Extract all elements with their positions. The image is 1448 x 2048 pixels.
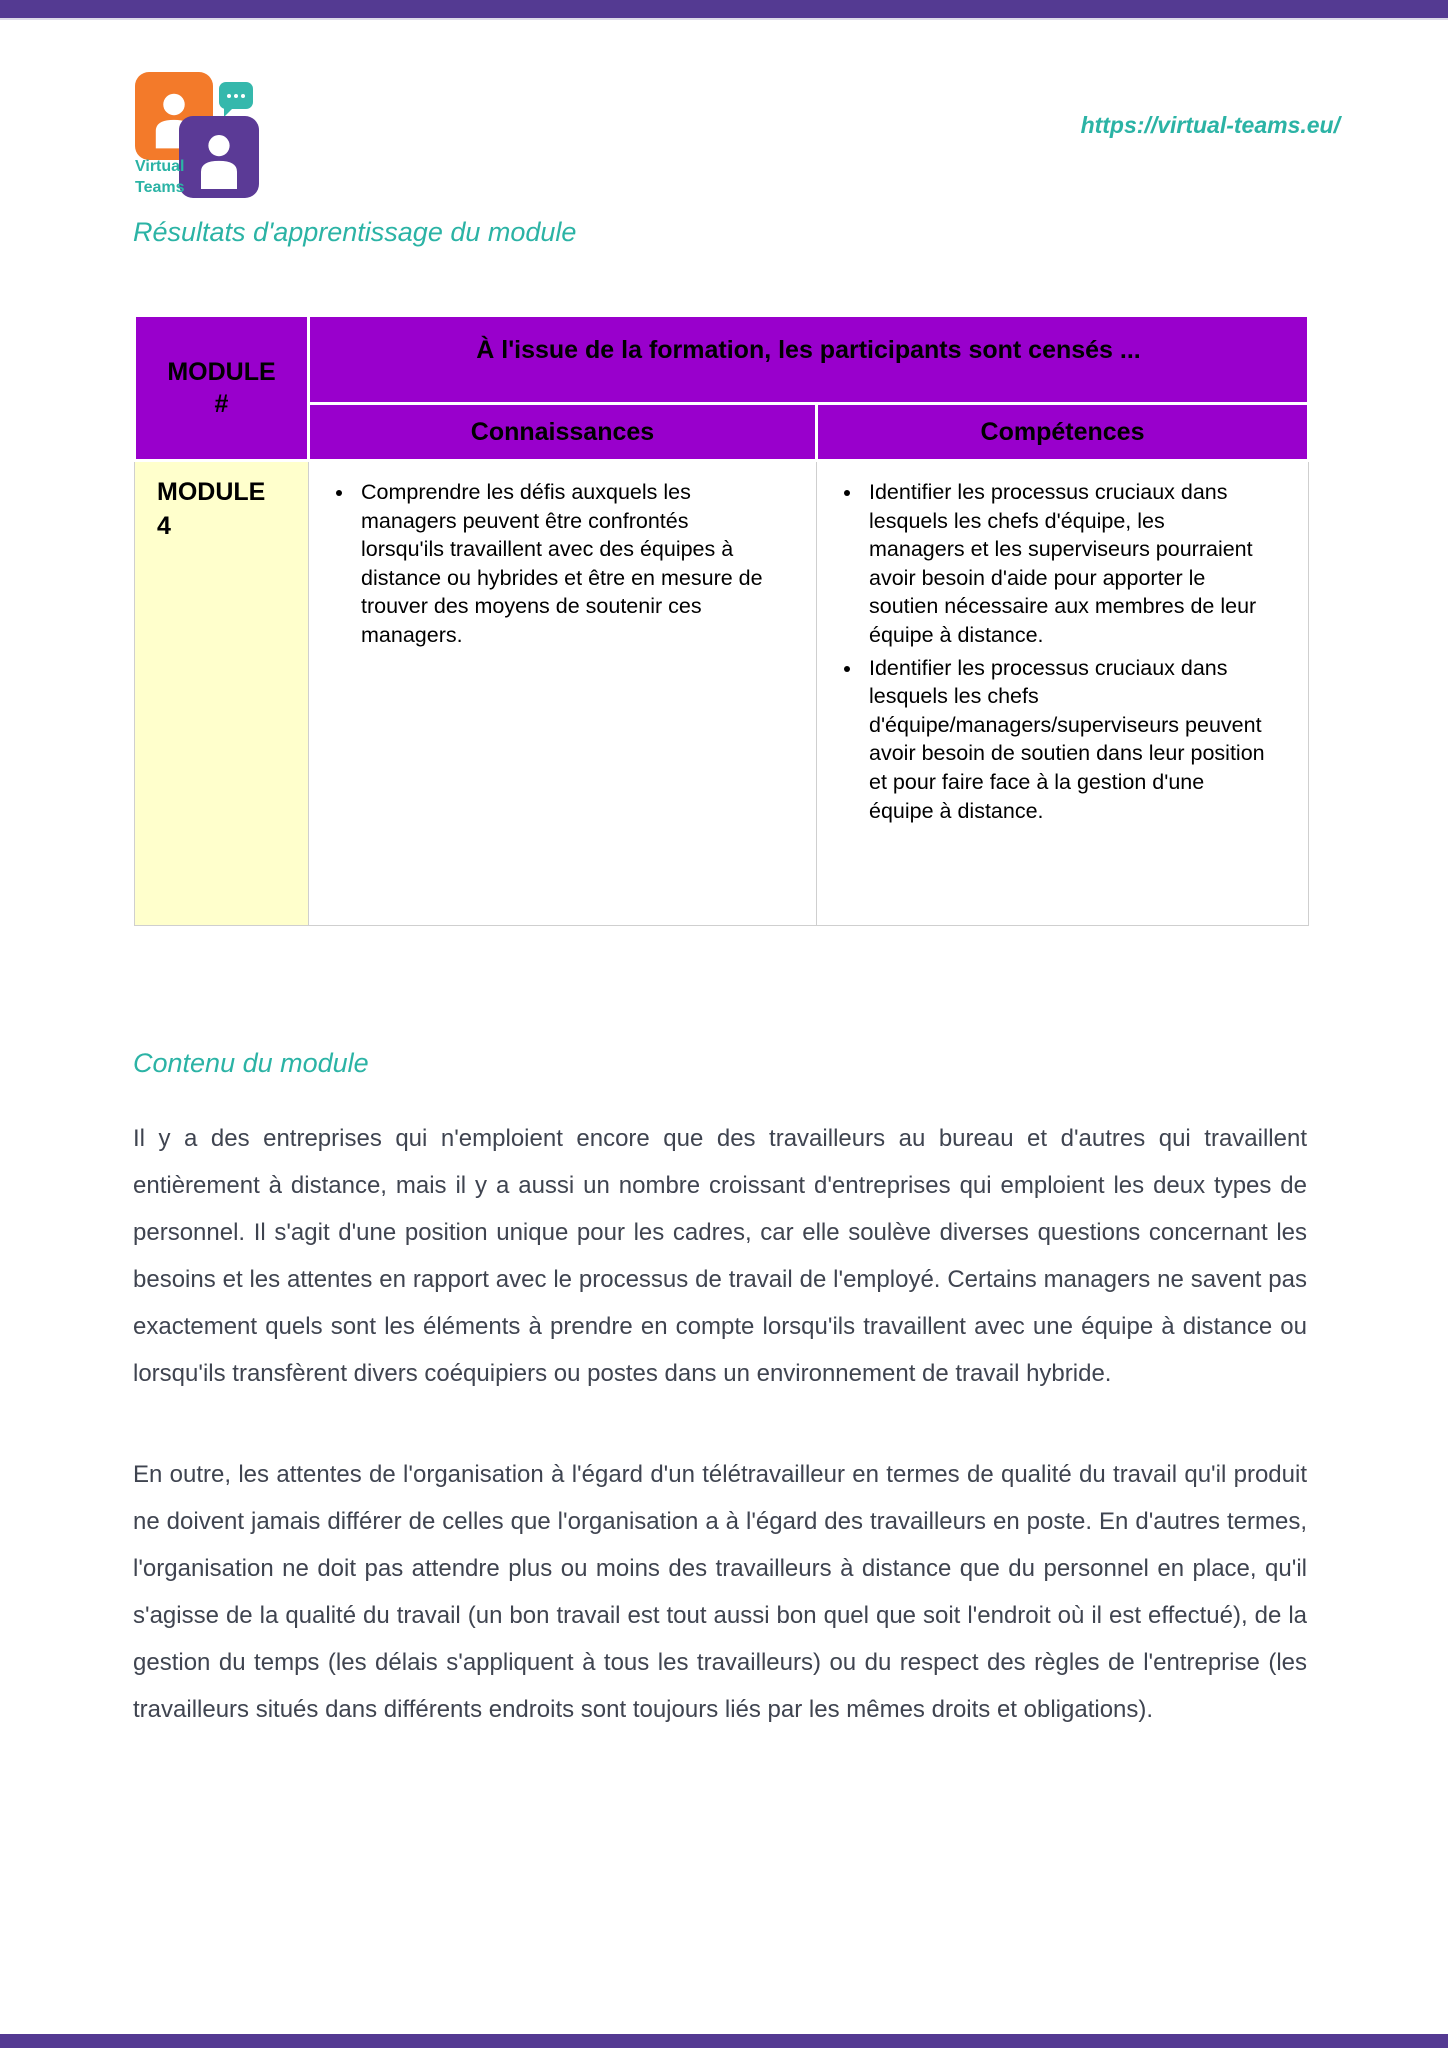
knowledge-bullet-list <box>327 478 774 650</box>
module-label-text: MODULE 4 <box>157 478 266 540</box>
virtual-teams-logo <box>133 68 273 203</box>
logo-word-teams: Teams <box>135 179 185 196</box>
module-number-header <box>135 316 309 461</box>
page-content <box>0 68 1448 1733</box>
skills-cell <box>817 461 1309 926</box>
module-content-title: Contenu du module <box>133 1048 369 1078</box>
module-number-header-text: MODULE # <box>167 357 276 418</box>
knowledge-column-header: Connaissances <box>309 404 817 461</box>
knowledge-cell <box>309 461 817 926</box>
logo-wordmark <box>135 156 185 198</box>
bubble-dot <box>227 94 231 98</box>
top-decorative-bar <box>0 0 1448 20</box>
learning-outcomes-title: Résultats d'apprentissage du module <box>133 217 577 247</box>
skills-column-header: Compétences <box>817 404 1309 461</box>
bullet-item: • Comprendre les défis auxquels les managers peuvent être confrontés lorsqu'ils travaillent avec des équipes à distance ou hybrides et être en mesure de trouver des moyens de soutenir ces managers. <box>355 478 774 650</box>
logo-purple-square <box>179 116 259 198</box>
bubble-dot <box>241 94 245 98</box>
content-paragraph-1: Il y a des entreprises qui n'emploient encore que des travailleurs au bureau et d'autres qui travaillent entièrement à distance, mais il y a aussi un nombre croissant d'entreprises qui emploient les deux types de personnel. Il s'agit d'une position unique pour les cadres, car elle soulève diverses questions concernant les besoins et les attentes en rapport avec le processus de travail de l'employé. Certains managers ne savent pas exactement quels sont les éléments à prendre en compte lorsqu'ils travaillent avec une équipe à distance ou lorsqu'ils transfèrent divers coéquipiers ou postes dans un environnement de travail hybride. <box>133 1125 1307 1387</box>
content-paragraph-2: En outre, les attentes de l'organisation à l'égard d'un télétravailleur en termes de qualité du travail qu'il produit ne doivent jamais différer de celles que l'organisation a à l'égard des travailleurs en poste. En d'autres termes, l'organisation ne doit pas attendre plus ou moins des travailleurs à distance que du personnel en place, qu'il s'agisse de la qualité du travail (un bon travail est tout aussi bon quel que soit l'endroit où il est effectué), de la gestion du temps (les délais s'appliquent à tous les travailleurs) ou du respect des règles de l'entreprise (les travailleurs situés dans différents endroits sont toujours liés par les mêmes droits et obligations). <box>133 1461 1307 1723</box>
bullet-item: • Identifier les processus cruciaux dans lesquels les chefs d'équipe/managers/superviseurs peuvent avoir besoin de soutien dans leur position et pour faire face à la gestion d'une équipe à distance. <box>863 654 1266 826</box>
logo-word-virtual: Virtual <box>135 158 185 175</box>
site-url-link[interactable]: https://virtual-teams.eu/ <box>1080 112 1340 138</box>
bullet-item: • Identifier les processus cruciaux dans lesquels les chefs d'équipe, les managers et les superviseurs pourraient avoir besoin d'aide pour apporter le soutien nécessaire aux membres de leur équipe à distance. <box>863 478 1266 650</box>
module-label-cell <box>135 461 309 926</box>
learning-outcomes-table <box>133 314 1310 926</box>
table-row <box>135 461 1309 926</box>
skills-bullet-list <box>835 478 1266 825</box>
person-icon <box>190 129 248 189</box>
bubble-dot <box>234 94 238 98</box>
bottom-decorative-bar <box>0 2034 1448 2048</box>
outcomes-span-header: À l'issue de la formation, les participants sont censés ... <box>309 316 1309 404</box>
chat-bubble-icon <box>219 82 253 109</box>
